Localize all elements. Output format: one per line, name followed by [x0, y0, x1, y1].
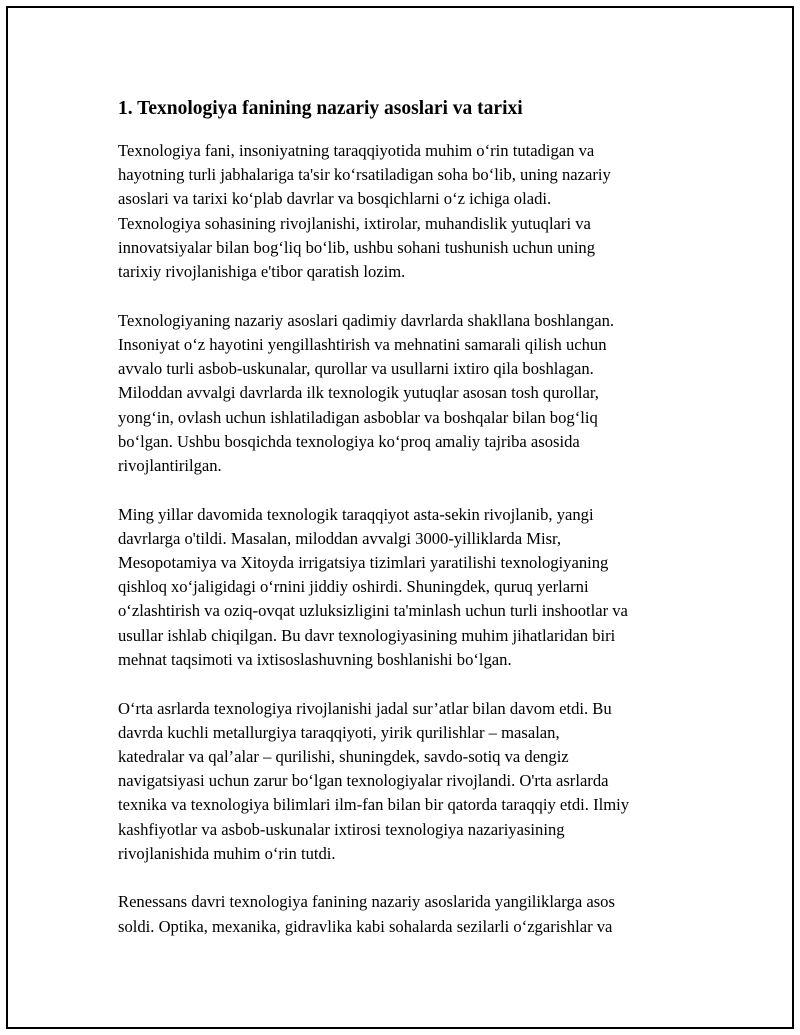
section-heading: 1. Texnologiya fanining nazariy asoslari va tarixi — [118, 98, 523, 119]
text-line: davrda kuchli metallurgiya taraqqiyoti, yirik qurilishlar – masalan, — [118, 722, 560, 742]
text-line: soldi. Optika, mexanika, gidravlika kabi sohalarda sezilarli o‘zgarishlar va — [118, 916, 613, 936]
text-line: asoslari va tarixi ko‘plab davrlar va bosqichlarni o‘z ichiga oladi. — [118, 189, 552, 209]
text-line: Texnologiya sohasining rivojlanishi, ixtirolar, muhandislik yutuqlari va — [118, 213, 591, 233]
paragraph-5 — [118, 890, 688, 938]
text-line: Renessans davri texnologiya fanining nazariy asoslarida yangiliklarga asos — [118, 892, 615, 912]
text-line: bo‘lgan. Ushbu bosqichda texnologiya ko‘proq amaliy tajriba asosida — [118, 431, 580, 451]
text-line: Ming yillar davomida texnologik taraqqiyot asta-sekin rivojlanib, yangi — [118, 504, 594, 524]
text-line: qishloq xo‘jaligidagi o‘rnini jiddiy oshirdi. Shuningdek, quruq yerlarni — [118, 577, 589, 597]
text-line: rivojlanishida muhim o‘rin tutdi. — [118, 843, 336, 863]
text-line: kashfiyotlar va asbob-uskunalar ixtirosi texnologiya nazariyasining — [118, 819, 565, 839]
text-line: hayotning turli jabhalariga ta'sir ko‘rsatiladigan soha bo‘lib, uning nazariy — [118, 165, 611, 185]
text-line: tarixiy rivojlanishiga e'tibor qaratish lozim. — [118, 262, 406, 282]
text-line: O‘rta asrlarda texnologiya rivojlanishi jadal sur’atlar bilan davom etdi. Bu — [118, 698, 612, 718]
paragraph-1 — [118, 139, 688, 284]
text-line: katedralar va qal’alar – qurilishi, shuningdek, savdo-sotiq va dengiz — [118, 746, 569, 766]
text-line: mehnat taqsimoti va ixtisoslashuvning boshlanishi bo‘lgan. — [118, 649, 512, 669]
paragraph-4 — [118, 697, 688, 866]
text-line: navigatsiyasi uchun zarur bo‘lgan texnologiyalar rivojlandi. O'rta asrlarda — [118, 771, 609, 791]
text-line: innovatsiyalar bilan bog‘liq bo‘lib, ushbu sohani tushunish uchun uning — [118, 237, 596, 257]
text-line: rivojlantirilgan. — [118, 455, 222, 475]
paragraph-3 — [118, 503, 688, 672]
document-body — [118, 96, 688, 963]
paragraph-2 — [118, 309, 688, 478]
text-line: o‘zlashtirish va oziq-ovqat uzluksizligini ta'minlash uchun turli inshootlar va — [118, 601, 628, 621]
text-line: texnika va texnologiya bilimlari ilm-fan bilan bir qatorda taraqqiy etdi. Ilmiy — [118, 795, 630, 815]
text-line: Miloddan avvalgi davrlarda ilk texnologik yutuqlar asosan tosh qurollar, — [118, 383, 599, 403]
text-line: usullar ishlab chiqilgan. Bu davr texnologiyasining muhim jihatlaridan biri — [118, 625, 616, 645]
text-line: Texnologiya fani, insoniyatning taraqqiyotida muhim o‘rin tutadigan va — [118, 141, 595, 160]
text-line: davrlarga o'tildi. Masalan, miloddan avvalgi 3000-yilliklarda Misr, — [118, 528, 562, 548]
text-line: Texnologiyaning nazariy asoslari qadimiy davrlarda shakllana boshlangan. — [118, 310, 615, 330]
text-line: Insoniyat o‘z hayotini yengillashtirish va mehnatini samarali qilish uchun — [118, 334, 607, 354]
text-line: yong‘in, ovlash uchun ishlatiladigan asboblar va boshqalar bilan bog‘liq — [118, 407, 598, 427]
text-line: avvalo turli asbob-uskunalar, qurollar va usullarni ixtiro qila boshlagan. — [118, 359, 594, 379]
document-page — [6, 6, 794, 1029]
text-line: Mesopotamiya va Xitoyda irrigatsiya tizimlari yaratilishi texnologiyaning — [118, 553, 609, 573]
